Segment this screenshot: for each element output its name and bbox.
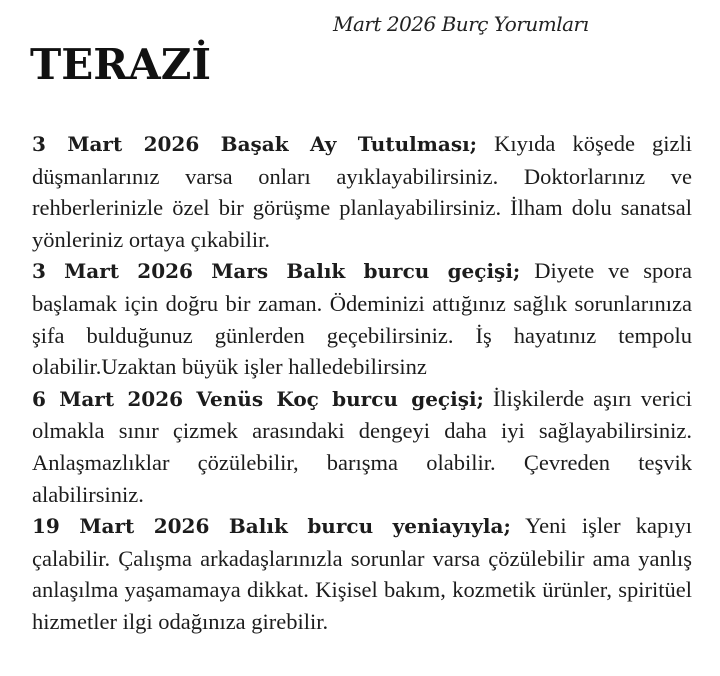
entry-text: Yeni işler kapıyı çalabilir. Çalışma arkadaşlarınızla sorunlar varsa çözülebilir ama yanlış anlaşılma yaşamamaya dikkat. Kişisel bakım, kozmetik ürünler, spiritüel hizmetler ilgi odağınıza girebilir. — [32, 513, 692, 634]
entry-heading: 19 Mart 2026 Balık burcu yeniayıyla; — [32, 514, 511, 539]
horoscope-entry-2 — [32, 255, 692, 382]
entry-text: Kıyıda köşede gizli düşmanlarınız varsa onları ayıklayabilirsiniz. Doktorlarınız ve rehberlerinizle özel bir görüşme planlayabilirsiniz. İlham dolu sanatsal yönleriniz ortaya çıkabilir. — [32, 131, 692, 252]
entry-text: Diyete ve spora başlamak için doğru bir zaman. Ödeminizi attığınız sağlık sorunlarınıza şifa bulduğunuz günlerden geçebilirsiniz. İş hayatınız tempolu olabilir.Uzaktan büyük işler halledebilirsinz — [32, 258, 692, 380]
zodiac-sign-title: TERAZİ — [30, 40, 212, 89]
horoscope-entry-3 — [32, 383, 692, 510]
entry-heading: 3 Mart 2026 Mars Balık burcu geçişi; — [32, 259, 521, 284]
horoscope-content — [32, 128, 692, 638]
page-subtitle: Mart 2026 Burç Yorumları — [333, 12, 589, 36]
entry-heading: 3 Mart 2026 Başak Ay Tutulması; — [32, 132, 478, 156]
horoscope-entry-4 — [32, 510, 692, 637]
entry-heading: 6 Mart 2026 Venüs Koç burcu geçişi; — [32, 386, 484, 411]
horoscope-entry-1 — [32, 128, 692, 255]
entry-text: İlişkilerde aşırı verici olmakla sınır çizmek arasındaki dengeyi daha iyi sağlayabilirsiniz. Anlaşmazlıklar çözülebilir, barışma olabilir. Çevreden teşvik alabilirsiniz. — [32, 385, 692, 507]
